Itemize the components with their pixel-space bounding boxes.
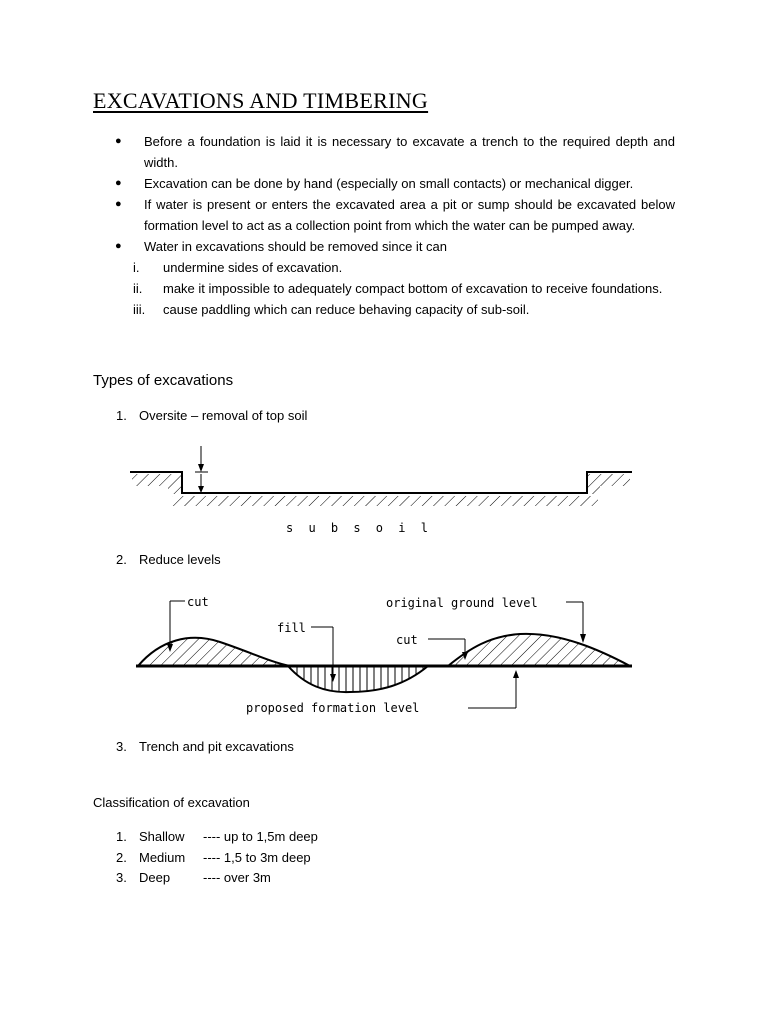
bullet-icon: ● <box>115 177 122 189</box>
list-item: 3. Deep ---- over 3m <box>116 870 271 885</box>
list-item: 2. Medium ---- 1,5 to 3m deep <box>116 849 311 865</box>
type-item-reduce-levels: 2. Reduce levels <box>116 552 221 567</box>
roman-list-item: i. undermine sides of excavation. <box>133 260 343 275</box>
roman-list-item: ii. make it impossible to adequately compact bottom of excavation to receive foundations. <box>133 281 663 296</box>
bullet-icon: ● <box>115 240 122 252</box>
proposed-formation-level-label: proposed formation level <box>246 701 420 715</box>
list-item: ● Water in excavations should be removed since it can <box>110 236 675 257</box>
classification-list <box>116 827 318 889</box>
classification-heading: Classification of excavation <box>93 795 250 810</box>
cut-right-label: cut <box>396 633 418 647</box>
fill-label: fill <box>277 621 306 635</box>
bullet-icon: ● <box>115 135 122 147</box>
list-item: ● Before a foundation is laid it is necessary to excavate a trench to the required depth and width. <box>110 131 675 173</box>
cut-left-label: cut <box>187 595 209 609</box>
bullet-icon: ● <box>115 198 122 210</box>
roman-list-item: iii. cause paddling which can reduce behaving capacity of sub-soil. <box>133 302 530 317</box>
page-title: EXCAVATIONS AND TIMBERING <box>93 88 429 113</box>
list-item: 1. Shallow ---- up to 1,5m deep <box>116 829 318 844</box>
list-item: ● If water is present or enters the excavated area a pit or sump should be excavated below formation level to act as a collection point from which the water can be pumped away. <box>110 194 675 236</box>
list-item: ● Excavation can be done by hand (especially on small contacts) or mechanical digger. <box>110 173 675 194</box>
types-heading: Types of excavations <box>93 372 234 389</box>
type-item-oversite: 1. Oversite – removal of top soil <box>116 408 308 423</box>
subsoil-label: s u b s o i l <box>286 521 432 535</box>
type-item-trench: 3. Trench and pit excavations <box>116 739 294 754</box>
original-ground-level-label: original ground level <box>386 596 538 610</box>
